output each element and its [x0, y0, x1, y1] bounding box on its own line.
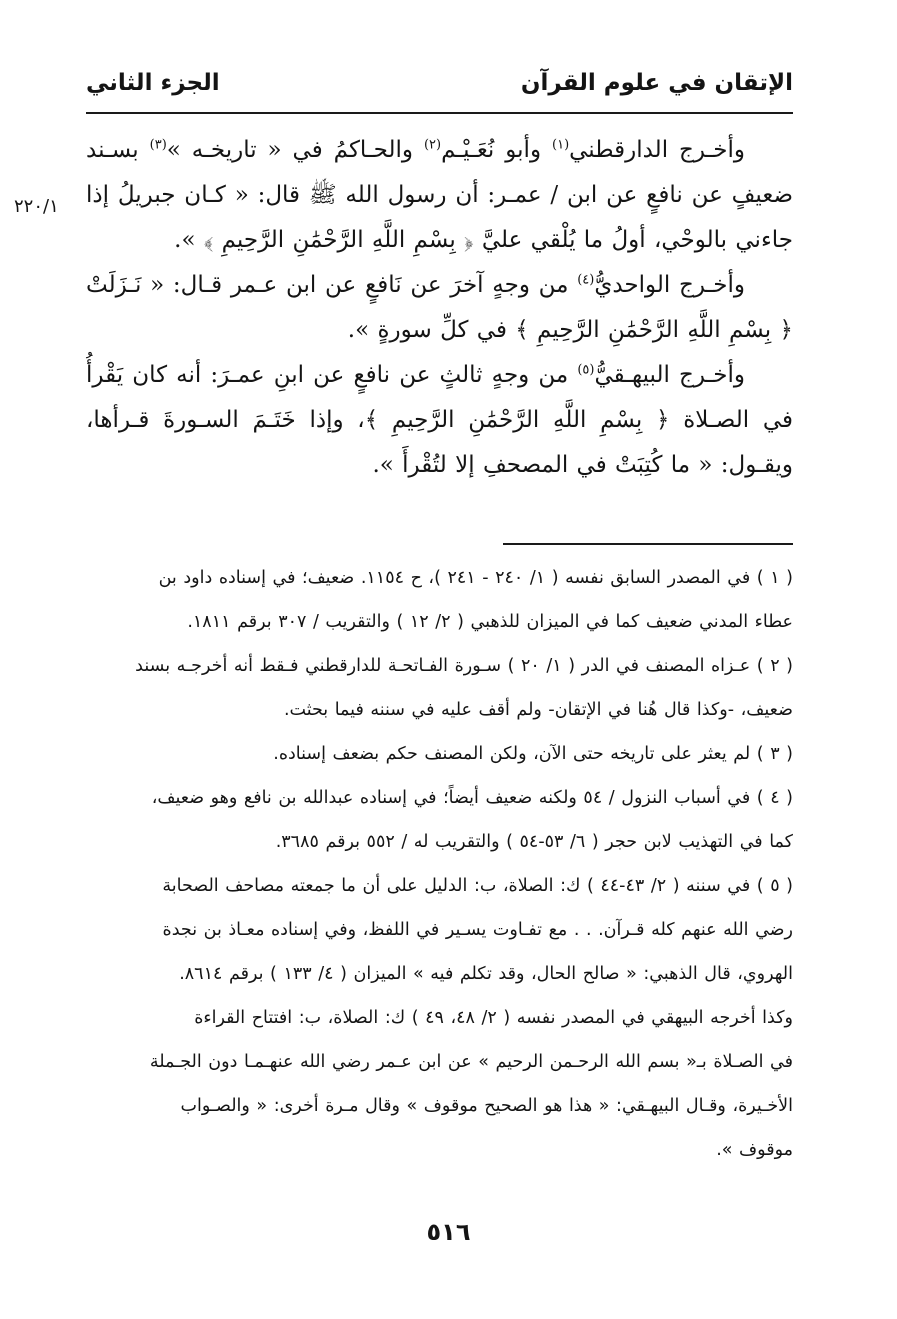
margin-page-reference: ٢٢٠/١ — [14, 196, 59, 217]
text-run: والحـاكمُ في « تاريخـه » — [166, 137, 424, 163]
footnote-line: رضي الله عنهم كله قـرآن. . . مع تفـاوت يسـير في اللفظ، وفي إسناده معـاذ بن نجدة — [162, 920, 793, 940]
footnote-line: وكذا أخرجه البيهقي في المصدر نفسه ( ٢/ ٤٨، ٤٩ ) ك: الصلاة، ب: افتتاح القراءة — [194, 1008, 793, 1028]
paragraph-bayhaqi — [86, 353, 793, 488]
text-run: من وجهٍ آخرَ عن نَافعٍ عن ابن عـمر قـال: « نَـزَلَتْ ﴿ بِسْمِ اللَّهِ الرَّحْمَٰنِ الرَّحِيمِ ﴾ في كلِّ سورةٍ ». — [86, 272, 793, 343]
footnote-line: ضعيف، -وكذا قال هُنا في الإتقان- ولم أقف عليه في سننه فيما بحثت. — [283, 700, 793, 720]
footnote-line: موقوف ». — [716, 1140, 793, 1160]
footnote-ref[interactable]: (٣) — [149, 137, 167, 153]
header-rule — [86, 112, 793, 114]
paragraph-daraqutni — [86, 128, 793, 263]
footnote-line: الهروي، قال الذهبي: « صالح الحال، وقد تكلم فيه » الميزان ( ٤/ ١٣٣ ) برقم ٨٦١٤. — [179, 964, 793, 984]
footnote-line: ( ٣ ) لم يعثر على تاريخه حتى الآن، ولكن المصنف حكم بضعف إسناده. — [273, 744, 793, 764]
text-run: وأخـرج الدارقطني — [569, 137, 746, 163]
text-run: بسـند ضعيفٍ عن نافعٍ عن ابن / عمـر: أن رسول الله ﷺ قال: « كـان جبريلُ إذا جاءني بالوحْي، أولُ ما يُلْقي عليَّ ﴿ بِسْمِ اللَّهِ الرَّحْمَٰنِ الرَّحِيمِ ﴾ ». — [86, 137, 793, 253]
footnote-line: عطاء المدني ضعيف كما في الميزان للذهبي ( ٢/ ١٢ ) والتقريب / ٣٠٧ برقم ١٨١١. — [187, 612, 793, 632]
footnote-ref[interactable]: (٥) — [577, 362, 595, 378]
book-title: الإتقان في علوم القرآن — [520, 70, 793, 96]
main-text — [86, 128, 793, 488]
text-run: من وجهٍ ثالثٍ عن نافعٍ عن ابنِ عمـرَ: أنه كان يَقْرأُ في الصـلاة ﴿ بِسْمِ اللَّهِ الرَّحْمَٰنِ الرَّحِيمِ ﴾، وإذا خَتَـمَ السـورةَ قـرأها، ويقـول: « ما كُتِبَتْ في المصحفِ إلا لتُقْرأَ ». — [86, 362, 793, 478]
text-run: وأخـرج البيهـقيُّ — [594, 362, 745, 388]
paragraph-wahidi — [86, 263, 793, 353]
running-header — [86, 60, 793, 112]
footnote-ref[interactable]: (٤) — [577, 272, 595, 288]
part-title: الجزء الثاني — [86, 70, 220, 96]
page-number: ٥١٦ — [426, 1218, 471, 1246]
footnote-line: في الصـلاة بـ« بسم الله الرحـمن الرحيم » عن ابن عـمر رضي الله عنهـمـا دون الجـملة — [149, 1052, 793, 1072]
footnote-line: الأخـيرة، وقـال البيهـقي: « هذا هو الصحيح موقوف » وقال مـرة أخرى: « والصـواب — [180, 1096, 793, 1116]
footnote-line: ( ٢ ) عـزاه المصنف في الدر ( ١/ ٢٠ ) سـورة الفـاتحـة للدارقطني فـقط أنه أخرجـه بسند — [135, 656, 793, 676]
footnote-line: ( ٤ ) في أسباب النزول / ٥٤ ولكنه ضعيف أيضاً؛ في إسناده عبدالله بن نافع وهو ضعيف، — [151, 788, 793, 808]
footnote-line: ( ١ ) في المصدر السابق نفسه ( ١/ ٢٤٠ - ٢٤١ )، ح ١١٥٤. ضعيف؛ في إسناده داود بن — [158, 568, 793, 588]
footnote-ref[interactable]: (٢) — [423, 137, 442, 153]
footnote-ref[interactable]: (١) — [552, 137, 570, 153]
footnote-separator — [503, 543, 793, 545]
text-run: وأبو نُعَـيْـم — [441, 137, 552, 163]
text-run: وأخـرج الواحديُّ — [594, 272, 745, 298]
footnote-line: كما في التهذيب لابن حجر ( ٦/ ٥٣-٥٤ ) والتقريب له / ٥٥٢ برقم ٣٦٨٥. — [275, 832, 793, 852]
footnote-line: ( ٥ ) في سننه ( ٢/ ٤٣-٤٤ ) ك: الصلاة، ب: الدليل على أن ما جمعته مصاحف الصحابة — [162, 876, 793, 896]
footnotes — [86, 556, 793, 1172]
